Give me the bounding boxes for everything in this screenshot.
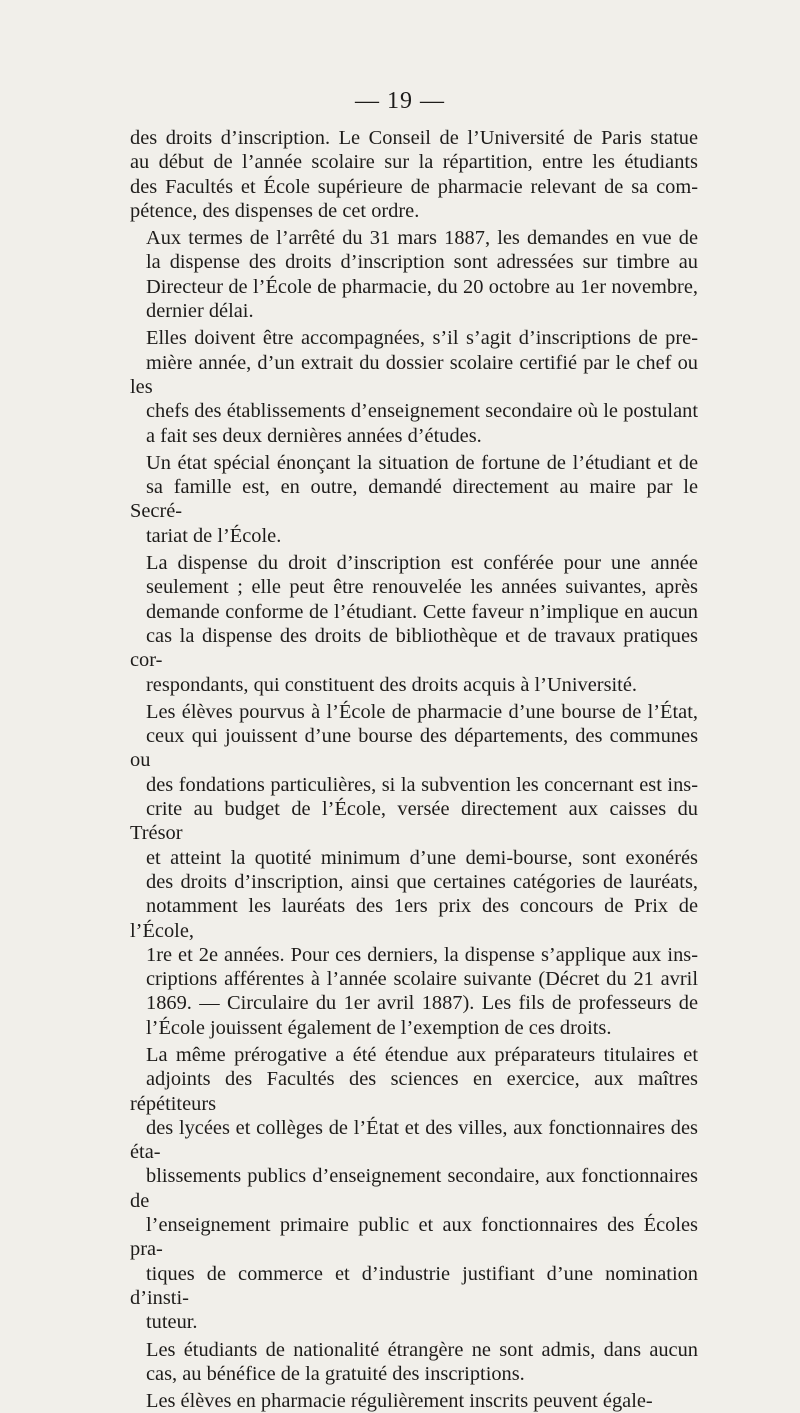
text-line: des fondations particulières, si la subvention les concernant est ins- <box>146 773 698 796</box>
paragraph <box>130 451 698 548</box>
text-line: Les élèves en pharmacie régulièrement inscrits peuvent égale- <box>146 1390 653 1413</box>
text-line: Aux termes de l’arrêté du 31 mars 1887, les demandes en vue de <box>146 227 698 250</box>
paragraph <box>130 1389 698 1413</box>
text-line: Les élèves pourvus à l’École de pharmacie d’une bourse de l’État, <box>146 700 698 723</box>
text-line: cas la dispense des droits de bibliothèque et de travaux pratiques cor- <box>130 624 698 672</box>
text-line: tuteur. <box>146 1311 198 1334</box>
text-line: La même prérogative a été étendue aux préparateurs titulaires et <box>146 1043 698 1066</box>
text-line: chefs des établissements d’enseignement secondaire où le postulant <box>146 400 698 423</box>
text-line: des droits d’inscription. Le Conseil de l’Université de Paris statue <box>130 127 698 149</box>
text-line: seulement ; elle peut être renouvelée les années suivantes, après <box>146 576 698 599</box>
text-line: ceux qui jouissent d’une bourse des départements, des communes ou <box>130 725 698 772</box>
text-line: des lycées et collèges de l’État et des villes, aux fonctionnaires des éta- <box>130 1116 698 1164</box>
text-line: adjoints des Facultés des sciences en exercice, aux maîtres répétiteurs <box>130 1068 698 1115</box>
text-line: tiques de commerce et d’industrie justifiant d’une nomination d’insti- <box>130 1262 698 1309</box>
text-line: des droits d’inscription, ainsi que certaines catégories de lauréats, <box>146 870 698 893</box>
text-line: Elles doivent être accompagnées, s’il s’agit d’inscriptions de pre- <box>146 327 698 350</box>
text-line: Les étudiants de nationalité étrangère ne sont admis, dans aucun <box>146 1338 698 1361</box>
text-line: Directeur de l’École de pharmacie, du 20 octobre au 1er novembre, <box>146 275 698 298</box>
text-line: crite au budget de l’École, versée directement aux caisses du Trésor <box>130 798 698 845</box>
text-line: sa famille est, en outre, demandé directement au maire par le Secré- <box>130 476 698 523</box>
paragraph <box>130 326 698 447</box>
text-line: pétence, des dispenses de cet ordre. <box>130 199 420 222</box>
text-line: 1869. — Circulaire du 1er avril 1887). Les fils de professeurs de <box>146 992 698 1015</box>
page-number: — 19 — <box>355 88 445 114</box>
text-line: criptions afférentes à l’année scolaire suivante (Décret du 21 avril <box>146 968 698 991</box>
text-line: Un état spécial énonçant la situation de fortune de l’étudiant et de <box>146 451 698 474</box>
paragraph <box>130 126 698 223</box>
text-line: cas, au bénéfice de la gratuité des inscriptions. <box>146 1362 525 1385</box>
text-line: blissements publics d’enseignement secondaire, aux fonctionnaires de <box>130 1165 698 1212</box>
text-line: la dispense des droits d’inscription sont adressées sur timbre au <box>146 251 698 274</box>
text-line: a fait ses deux dernières années d’études. <box>146 424 482 447</box>
text-line: l’enseignement primaire public et aux fonctionnaires des Écoles pra- <box>130 1214 698 1261</box>
paragraph <box>130 1338 698 1387</box>
text-line: des Facultés et École supérieure de pharmacie relevant de sa com- <box>130 175 698 198</box>
paragraph <box>130 700 698 1040</box>
text-line: tariat de l’École. <box>146 524 282 547</box>
text-line: notamment les lauréats des 1ers prix des concours de Prix de l’École, <box>130 895 698 942</box>
text-line: 1re et 2e années. Pour ces derniers, la dispense s’applique aux ins- <box>146 943 698 966</box>
text-line: et atteint la quotité minimum d’une demi-bourse, sont exonérés <box>146 846 698 869</box>
paragraph <box>130 1043 698 1335</box>
text-line: mière année, d’un extrait du dossier scolaire certifié par le chef ou les <box>130 351 698 398</box>
page-body <box>130 126 698 1413</box>
text-line: respondants, qui constituent des droits acquis à l’Université. <box>146 673 637 696</box>
text-line: l’École jouissent également de l’exemption de ces droits. <box>146 1016 612 1039</box>
text-line: au début de l’année scolaire sur la répartition, entre les étudiants <box>130 151 698 174</box>
text-line: demande conforme de l’étudiant. Cette faveur n’implique en aucun <box>146 600 698 623</box>
paragraph <box>130 551 698 697</box>
text-line: La dispense du droit d’inscription est conférée pour une année <box>146 552 698 575</box>
paragraph <box>130 226 698 323</box>
text-line: dernier délai. <box>146 300 254 323</box>
